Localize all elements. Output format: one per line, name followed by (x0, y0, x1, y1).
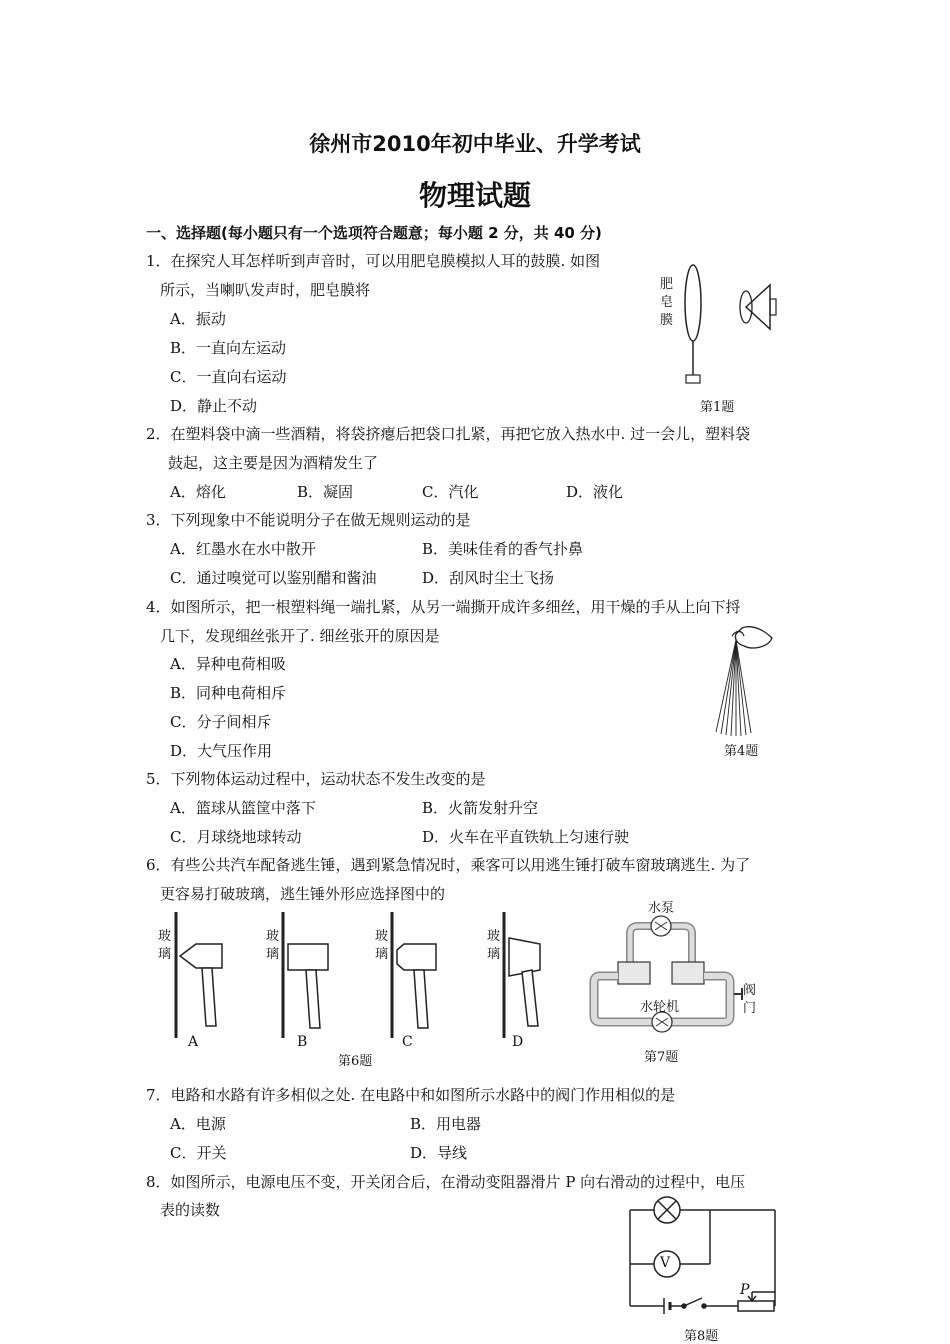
q4-line2: 几下，发现细丝张开了. 细丝张开的原因是 (160, 627, 440, 645)
q1-option-d: D．静止不动 (170, 397, 258, 415)
fig6-glass-label-a: 玻璃 (158, 929, 172, 962)
q1-option-b: B．一直向左运动 (170, 339, 287, 357)
section-heading: 一、选择题(每小题只有一个选项符合题意；每小题 2 分，共 40 分) (146, 224, 602, 242)
fig7-pump-label: 水泵 (648, 901, 675, 916)
q5-option-c: C．月球绕地球转动 (170, 828, 302, 846)
q5-option-a: A．篮球从篮筐中落下 (170, 799, 316, 817)
q5-option-d: D．火车在平直铁轨上匀速行驶 (422, 828, 630, 846)
fig6-choice-b: B (297, 1034, 308, 1050)
q2-option-c: C．汽化 (422, 483, 479, 501)
exam-title: 徐州市2010年初中毕业、升学考试 (309, 132, 641, 156)
q7-option-d: D．导线 (410, 1144, 468, 1162)
fig8-caption: 第8题 (684, 1329, 719, 1344)
q3-option-b: B．美味佳肴的香气扑鼻 (422, 540, 584, 558)
fig8-voltmeter-label: V (660, 1255, 671, 1271)
fig6-choice-d: D (512, 1034, 524, 1050)
q3-option-d: D．刮风时尘土飞扬 (422, 569, 555, 587)
fig8-slider-label: P (740, 1282, 750, 1298)
q7-line1: 7．电路和水路有许多相似之处. 在电路中和如图所示水路中的阀门作用相似的是 (146, 1086, 676, 1104)
q4-option-c: C．分子间相斥 (170, 713, 272, 731)
q1-line1: 1．在探究人耳怎样听到声音时，可以用肥皂膜模拟人耳的鼓膜. 如图 (146, 252, 601, 270)
fig1-caption: 第1题 (700, 400, 735, 415)
q3-option-c: C．通过嗅觉可以鉴别醋和酱油 (170, 569, 377, 587)
q6-line2: 更容易打破玻璃，逃生锤外形应选择图中的 (160, 885, 446, 903)
figure-4-plastic-strands (712, 622, 782, 742)
q2-line2: 鼓起，这主要是因为酒精发生了 (168, 454, 379, 472)
fig4-caption: 第4题 (724, 744, 759, 759)
q8-line2: 表的读数 (160, 1201, 221, 1219)
fig6-glass-label-c: 玻璃 (375, 929, 389, 962)
fig6-glass-label-d: 玻璃 (487, 929, 501, 962)
q8-line1: 8．如图所示，电源电压不变，开关闭合后，在滑动变阻器滑片 P 向右滑动的过程中，电压 (146, 1173, 746, 1191)
q7-option-b: B．用电器 (410, 1115, 482, 1133)
q1-option-a: A．振动 (170, 310, 226, 328)
q7-option-a: A．电源 (170, 1115, 226, 1133)
fig7-turbine-label: 水轮机 (640, 1000, 680, 1015)
paper-subtitle: 物理试题 (418, 179, 531, 212)
q4-option-d: D．大气压作用 (170, 742, 273, 760)
q4-option-a: A．异种电荷相吸 (170, 655, 286, 673)
fig6-choice-a: A (188, 1034, 199, 1050)
q1-line2: 所示，当喇叭发声时，肥皂膜将 (160, 281, 371, 299)
q7-option-c: C．开关 (170, 1144, 227, 1162)
q4-option-b: B．同种电荷相斥 (170, 684, 287, 702)
q3-line1: 3．下列现象中不能说明分子在做无规则运动的是 (146, 511, 471, 529)
fig1-membrane-label: 肥皂膜 (660, 277, 674, 328)
fig7-valve-label: 阀门 (743, 983, 757, 1016)
q3-option-a: A．红墨水在水中散开 (170, 540, 316, 558)
q6-line1: 6．有些公共汽车配备逃生锤，遇到紧急情况时，乘客可以用逃生锤打破车窗玻璃逃生. 为了 (146, 856, 751, 874)
q2-line1: 2．在塑料袋中滴一些酒精，将袋挤瘪后把袋口扎紧，再把它放入热水中. 过一会儿，塑料袋 (146, 425, 751, 443)
q1-option-c: C．一直向右运动 (170, 368, 287, 386)
q4-line1: 4．如图所示，把一根塑料绳一端扎紧，从另一端撕开成许多细丝，用干燥的手从上向下捋 (146, 598, 741, 616)
fig6-caption: 第6题 (338, 1054, 373, 1069)
fig6-glass-label-b: 玻璃 (266, 929, 280, 962)
fig7-caption: 第7题 (644, 1050, 679, 1065)
figure-8-circuit (620, 1196, 790, 1326)
fig6-choice-c: C (402, 1034, 413, 1050)
q2-option-d: D．液化 (566, 483, 624, 501)
q5-option-b: B．火箭发射升空 (422, 799, 539, 817)
q2-option-b: B．凝固 (297, 483, 354, 501)
q2-option-a: A．熔化 (170, 483, 226, 501)
q5-line1: 5．下列物体运动过程中，运动状态不发生改变的是 (146, 770, 486, 788)
